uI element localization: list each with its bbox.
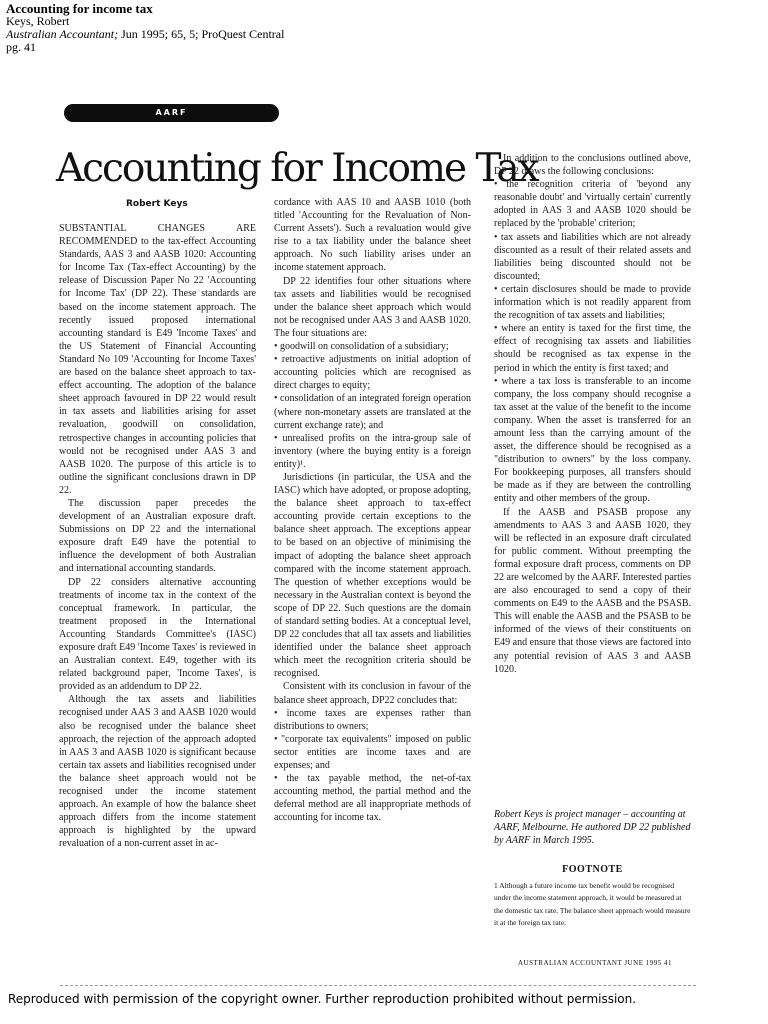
paragraph: DP 22 considers alternative accounting treatments of income tax in the context of the conceptual framework. In particular, the treatment proposed in the International Accounting Standards Committee's (IASC) exposure draft E49 'Income Taxes' is reviewed in an Australian context. E49, together with its related background paper, 'Income Taxes', is provided as an addendum to DP 22.: [59, 576, 256, 693]
footnote-heading: FOOTNOTE: [562, 864, 623, 875]
citation-source: [6, 28, 284, 41]
citation-details: Jun 1995; 65, 5; ProQuest Central: [118, 27, 285, 41]
citation-author: Keys, Robert: [6, 14, 70, 28]
bullet-item: • the tax payable method, the net-of-tax accounting method, the partial method and the deferral method are all inappropriate methods of accounting for income tax.: [274, 773, 471, 824]
divider: [60, 985, 696, 986]
bullet-item: • consolidation of an integrated foreign operation (where non-monetary assets are translated at the current exchange rate); and: [274, 393, 471, 431]
paragraph: Consistent with its conclusion in favour of the balance sheet approach, DP22 concludes that:: [274, 681, 471, 706]
bullet-item: • where an entity is taxed for the first time, the effect of recognising tax assets and liabilities should be recognised as tax expense in the period in which the entity is first taxed; and: [494, 323, 691, 374]
citation-journal: Australian Accountant;: [6, 27, 119, 41]
paragraph: In addition to the conclusions outlined above, DP 22 draws the following conclusions:: [494, 153, 691, 178]
article-byline: Robert Keys: [126, 199, 188, 209]
bullet-item: • the recognition criteria of 'beyond any reasonable doubt' and 'virtually certain' currently adopted in AAS 3 and AASB 1020 should be replaced by the 'probable' criterion;: [494, 179, 691, 230]
footnote-text: 1 Although a future income tax benefit would be recognised under the income statement approach, it would be measured at the domestic tax rate. The balance sheet approach would measure it at the foreign tax rate.: [494, 881, 691, 927]
bullet-item: • certain disclosures should be made to provide information which is not readily apparent from the recognition of tax assets and liabilities;: [494, 283, 691, 322]
bullet-item: • income taxes are expenses rather than distributions to owners;: [274, 707, 471, 732]
paragraph: The discussion paper precedes the development of an Australian exposure draft. Submissions on DP 22 and the international exposure draft E49 have the potential to influence the development of both Australian and international accounting standards.: [59, 497, 256, 575]
body-column-3: [494, 152, 691, 774]
citation-page: pg. 41: [6, 40, 36, 54]
bullet-item: • unrealised profits on the intra-group sale of inventory (where the buying entity is a foreign entity)¹.: [274, 432, 471, 470]
paragraph: Although the tax assets and liabilities recognised under AAS 3 and AASB 1020 would also be recognised under the balance sheet approach, the rejection of the approach adopted in AAS 3 and AASB 1020 is significant because certain tax assets and liabilities recognised under the balance sheet approach would not be recognised under the income statement approach. An example of how the balance sheet approach differs from the income statement approach is highlighted by the upward revaluation of a non-current asset in ac-: [59, 694, 256, 850]
body-column-1: [59, 222, 256, 944]
paragraph: DP 22 identifies four other situations where tax assets and liabilities would be recognised under the balance sheet approach which would not be recognised under AAS 3 and AASB 1020. The four situations are:: [274, 275, 471, 339]
author-note: Robert Keys is project manager – accounting at AARF, Melbourne. He authored DP 22 published by AARF in March 1995.: [494, 809, 691, 846]
paragraph: Jurisdictions (in particular, the USA and the IASC) which have adopted, or propose adopting, the balance sheet approach to tax-effect accounting provide certain exceptions to the balance sheet approach. The exceptions appear to be based on an objective of minimising the impact of adopting the balance sheet approach compared with the income statement approach. The question of whether exceptions would be necessary in the Australian context is beyond the scope of DP 22. Such questions are the domain of standard setting bodies. At a conceptual level, DP 22 concludes that all tax assets and liabilities identified under the balance sheet approach which meet the recognition criteria should be recognised.: [274, 471, 471, 680]
body-column-2: [274, 196, 471, 944]
citation-title: Accounting for income tax: [6, 1, 153, 16]
bullet-item: • tax assets and liabilities which are not already discounted as a result of their related assets and liabilities being discounted should not be discounted;: [494, 231, 691, 282]
bullet-item: • goodwill on consolidation of a subsidiary;: [274, 341, 449, 353]
paragraph: If the AASB and PSASB propose any amendments to AAS 3 and AASB 1020, they will be reflected in an exposure draft circulated for public comment. Without preempting the formal exposure draft process, comments on DP 22 are welcomed by the AARF. Interested parties are also encouraged to send a copy of their comments on E49 to the AASB and the PSASB. This will enable the AASB and the PSASB to be informed of the views of their constituents on E49 and ensure that those views are factored into any potential revision of AAS 3 and AASB 1020.: [494, 506, 691, 675]
paragraph: cordance with AAS 10 and AASB 1010 (both titled 'Accounting for the Revaluation of Non-Current Assets'). Such a revaluation would give rise to a tax liability under the balance sheet approach. No such liability arises under an income statement approach.: [274, 197, 471, 274]
article-title: Accounting for Income Tax: [56, 146, 538, 191]
bullet-item: • where a tax loss is transferable to an income company, the loss company should recognise a tax asset at the value of the benefit to the income company. When the asset is transferred for an amount less than the carrying amount of the asset, the difference should be recognised as a "distribution to owners" by the loss company. For bookkeeping purposes, all transfers should be made as if they are between the controlling entity and other members of the group.: [494, 375, 691, 505]
bullet-item: • retroactive adjustments on initial adoption of accounting policies which are recognised as direct charges to equity;: [274, 354, 471, 392]
reproduction-notice: Reproduced with permission of the copyright owner. Further reproduction prohibited without permission.: [8, 992, 637, 1006]
bullet-item: • "corporate tax equivalents" imposed on public sector entities are income taxes and are expenses; and: [274, 733, 471, 772]
page-footer: AUSTRALIAN ACCOUNTANT JUNE 1995 41: [518, 959, 672, 967]
citation-header: [6, 2, 284, 54]
paragraph: SUBSTANTIAL CHANGES ARE RECOMMENDED to the tax-effect Accounting Standards, AAS 3 and AASB 1020: Accounting for Income Tax (Tax-effect Accounting) by the release of Discussion Paper No 22 'Accounting for Income Tax' (DP 22). These standards are based on the income statement approach. The recently issued proposed international accounting standard is E49 'Income Taxes' and the US Statement of Financial Accounting Standard No 109 'Accounting for Income Taxes' are based on the balance sheet approach to tax-effect accounting. The adoption of the balance sheet approach favoured in DP 22 would result in tax assets and liabilities arising for asset revaluation, goodwill on consolidation, retrospective changes in accounting policies that would not be recognised under AAS 3 and AASB 1020. The purpose of this article is to outline the significant conclusions drawn in DP 22.: [59, 223, 256, 496]
section-banner: AARF: [64, 104, 279, 122]
